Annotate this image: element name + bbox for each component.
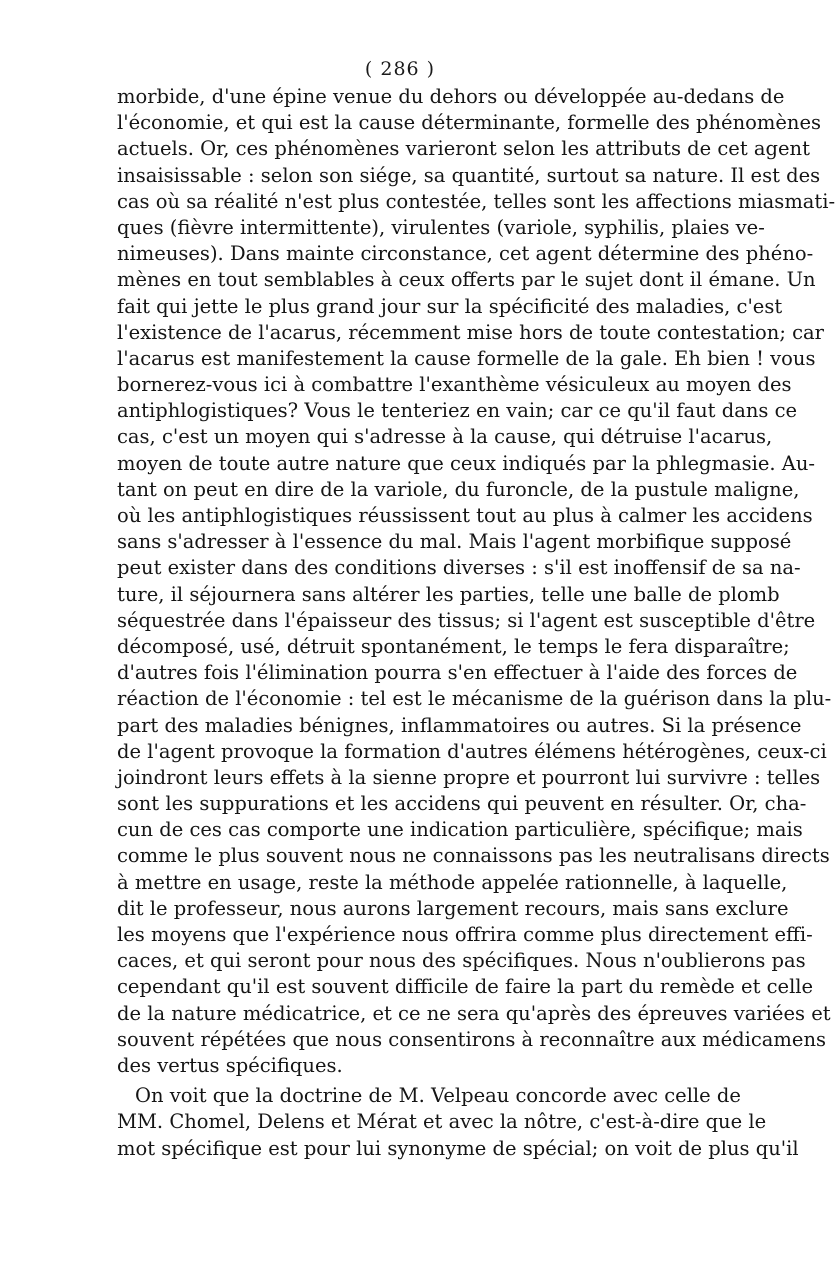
text-line: l'existence de l'acarus, récemment mise hors de toute contestation; car: [117, 320, 824, 344]
text-line: part des maladies bénignes, inflammatoires ou autres. Si la présence: [117, 713, 802, 737]
text-line: moyen de toute autre nature que ceux indiqués par la phlegmasie. Au-: [117, 451, 816, 475]
text-line: mot spécifique est pour lui synonyme de spécial; on voit de plus qu'il: [117, 1136, 799, 1160]
page-number: ( 286 ): [364, 58, 436, 80]
text-line: décomposé, usé, détruit spontanément, le temps le fera disparaître;: [117, 634, 790, 658]
text-line: les moyens que l'expérience nous offrira comme plus directement effi-: [117, 923, 813, 946]
text-line: insaisissable : selon son siége, sa quantité, surtout sa nature. Il est des: [117, 163, 821, 187]
text-line: sont les suppurations et les accidens qui peuvent en résulter. Or, cha-: [117, 792, 807, 816]
text-line: des vertus spécifiques.: [117, 1053, 343, 1077]
paragraph: [117, 1083, 799, 1162]
text-line: d'autres fois l'élimination pourra s'en effectuer à l'aide des forces de: [117, 661, 798, 685]
text-line: bornerez-vous ici à combattre l'exanthème vésiculeux au moyen des: [117, 373, 792, 397]
text-line: fait qui jette le plus grand jour sur la spécificité des maladies, c'est: [117, 294, 783, 318]
text-line: caces, et qui seront pour nous des spécifiques. Nous n'oublierons pas: [117, 949, 806, 973]
text-line: nimeuses). Dans mainte circonstance, cet agent détermine des phéno-: [117, 242, 814, 266]
text-line: peut exister dans des conditions diverses : s'il est inoffensif de sa na-: [117, 556, 801, 580]
text-line: l'acarus est manifestement la cause formelle de la gale. Eh bien ! vous: [117, 346, 816, 370]
text-line: morbide, d'une épine venue du dehors ou développée au-dedans de: [117, 85, 785, 108]
text-line: ques (fièvre intermittente), virulentes (variole, syphilis, plaies ve-: [117, 215, 765, 239]
text-line: sans s'adresser à l'essence du mal. Mais l'agent morbifique supposé: [117, 530, 792, 554]
text-line: cas où sa réalité n'est plus contestée, telles sont les affections miasmati-: [117, 189, 835, 213]
text-line: cependant qu'il est souvent difficile de faire la part du remède et celle: [117, 975, 814, 999]
text-line: antiphlogistiques? Vous le tenteriez en vain; car ce qu'il faut dans ce: [117, 399, 798, 423]
text-line: l'économie, et qui est la cause déterminante, formelle des phénomènes: [117, 111, 822, 135]
text-line: On voit que la doctrine de M. Velpeau concorde avec celle de: [135, 1084, 741, 1108]
text-line: séquestrée dans l'épaisseur des tissus; si l'agent est susceptible d'être: [117, 608, 816, 632]
text-line: de la nature médicatrice, et ce ne sera qu'après des épreuves variées et: [117, 1001, 831, 1025]
text-line: où les antiphlogistiques réussissent tout au plus à calmer les accidens: [117, 504, 813, 527]
text-line: mènes en tout semblables à ceux offerts par le sujet dont il émane. Un: [117, 268, 816, 292]
text-line: MM. Chomel, Delens et Mérat et avec la nôtre, c'est-à-dire que le: [117, 1110, 767, 1134]
text-line: souvent répétées que nous consentirons à reconnaître aux médicamens: [117, 1027, 827, 1051]
text-line: dit le professeur, nous aurons largement recours, mais sans exclure: [117, 896, 789, 920]
text-line: de l'agent provoque la formation d'autres élémens hétérogènes, ceux-ci: [117, 739, 827, 763]
text-line: réaction de l'économie : tel est le mécanisme de la guérison dans la plu-: [117, 687, 832, 711]
text-line: cas, c'est un moyen qui s'adresse à la cause, qui détruise l'acarus,: [117, 425, 773, 449]
paragraph: [117, 84, 835, 1079]
text-line: ture, il séjournera sans altérer les parties, telle une balle de plomb: [117, 582, 780, 606]
text-line: tant on peut en dire de la variole, du furoncle, de la pustule maligne,: [117, 477, 800, 501]
text-line: cun de ces cas comporte une indication particulière, spécifique; mais: [117, 818, 803, 842]
body-text: [117, 84, 835, 1162]
text-line: comme le plus souvent nous ne connaissons pas les neutralisans directs: [117, 844, 830, 868]
text-line: à mettre en usage, reste la méthode appelée rationnelle, à laquelle,: [117, 870, 788, 894]
text-line: joindront leurs effets à la sienne propre et pourront lui survivre : telles: [117, 765, 821, 789]
text-line: actuels. Or, ces phénomènes varieront selon les attributs de cet agent: [117, 137, 810, 161]
